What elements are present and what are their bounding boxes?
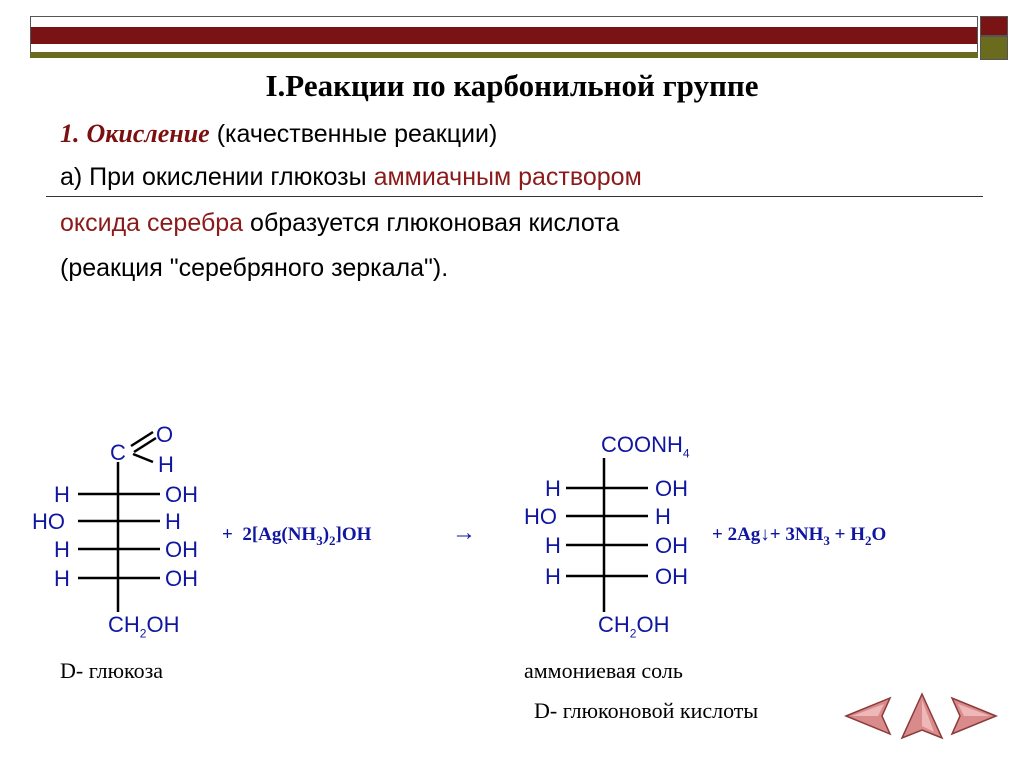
product-sub: 2 <box>629 626 637 641</box>
glucose-aldehyde-o: O <box>156 422 174 447</box>
reagent-sub1: 3 <box>316 532 323 548</box>
glucose-aldehyde-c: C <box>110 440 126 465</box>
glucose-row3-left: H <box>54 537 70 562</box>
glucose-row1-left: H <box>54 482 70 507</box>
product-row3-left: H <box>545 533 561 558</box>
product-row2-right: H <box>655 504 671 529</box>
product-row1-left: H <box>545 476 561 501</box>
reagent-end: ]OH <box>335 524 372 545</box>
product-top-sub: 4 <box>682 446 690 461</box>
line2-highlight: аммиачным раствором <box>373 163 642 191</box>
reagent-sub2: 2 <box>329 532 336 548</box>
line2-prefix: а) При окислении глюкозы <box>60 163 367 191</box>
glucose-ch: CH <box>108 612 140 637</box>
glucose-sub: 2 <box>139 626 147 641</box>
product-oh: OH <box>636 612 670 637</box>
line3-suffix: образуется глюконовая кислота <box>250 209 620 237</box>
product-row3-right: OH <box>655 533 688 558</box>
reagent-plus: + <box>222 524 233 545</box>
glucose-caption: D- глюкоза <box>60 658 164 683</box>
aldehyde-h-bond <box>133 454 153 462</box>
next-slide-button[interactable] <box>948 690 1000 742</box>
product-cooh-group <box>601 432 690 460</box>
product-caption-2: D- глюконовой кислоты <box>534 698 759 723</box>
prev-slide-button[interactable] <box>842 690 894 742</box>
aldehyde-double-bond-a <box>131 432 153 446</box>
glucose-row4-right: OH <box>165 566 198 591</box>
glucose-oh: OH <box>146 612 180 637</box>
byproducts-sub2: 2 <box>864 532 872 548</box>
reagent-formula <box>222 524 371 549</box>
reaction-arrow: → <box>452 520 476 546</box>
glucose-row4-left: H <box>54 566 70 591</box>
item-heading: Окисление <box>86 119 210 148</box>
line3-highlight: оксида серебра <box>60 209 244 237</box>
item-note: (качественные реакции) <box>216 120 498 148</box>
aldehyde-double-bond-b <box>134 438 156 452</box>
byproducts-sub1: 3 <box>823 532 830 548</box>
product-coonh: COONH <box>601 432 683 457</box>
glucose-aldehyde-h: H <box>158 452 174 477</box>
glucose-row3-right: OH <box>165 537 198 562</box>
glucose-ch2oh <box>108 612 179 640</box>
home-slide-button[interactable] <box>896 690 948 742</box>
product-row4-right: OH <box>655 564 688 589</box>
paragraph-line-4: (реакция "серебряного зеркала"). <box>60 254 449 282</box>
item-number: 1. <box>60 119 80 148</box>
byproducts-formula <box>712 524 886 549</box>
glucose-row2-left: HO <box>32 509 65 534</box>
glucose-row2-right: H <box>165 509 181 534</box>
product-row1-right: OH <box>655 476 688 501</box>
slide-title: I.Реакции по карбонильной группе <box>265 68 759 103</box>
product-ch: CH <box>598 612 630 637</box>
product-row2-left: HO <box>524 504 557 529</box>
product-row4-left: H <box>545 564 561 589</box>
byproducts-part3: O <box>871 524 887 545</box>
reagent-coef: 2[Ag(NH <box>242 524 317 545</box>
product-caption-1: аммониевая соль <box>524 658 683 683</box>
byproducts-part1: + 2Ag↓+ 3NH <box>712 524 824 545</box>
reagent-mid: ) <box>322 524 330 545</box>
byproducts-part2: + H <box>829 524 865 545</box>
product-ch2oh <box>598 612 669 640</box>
glucose-row1-right: OH <box>165 482 198 507</box>
